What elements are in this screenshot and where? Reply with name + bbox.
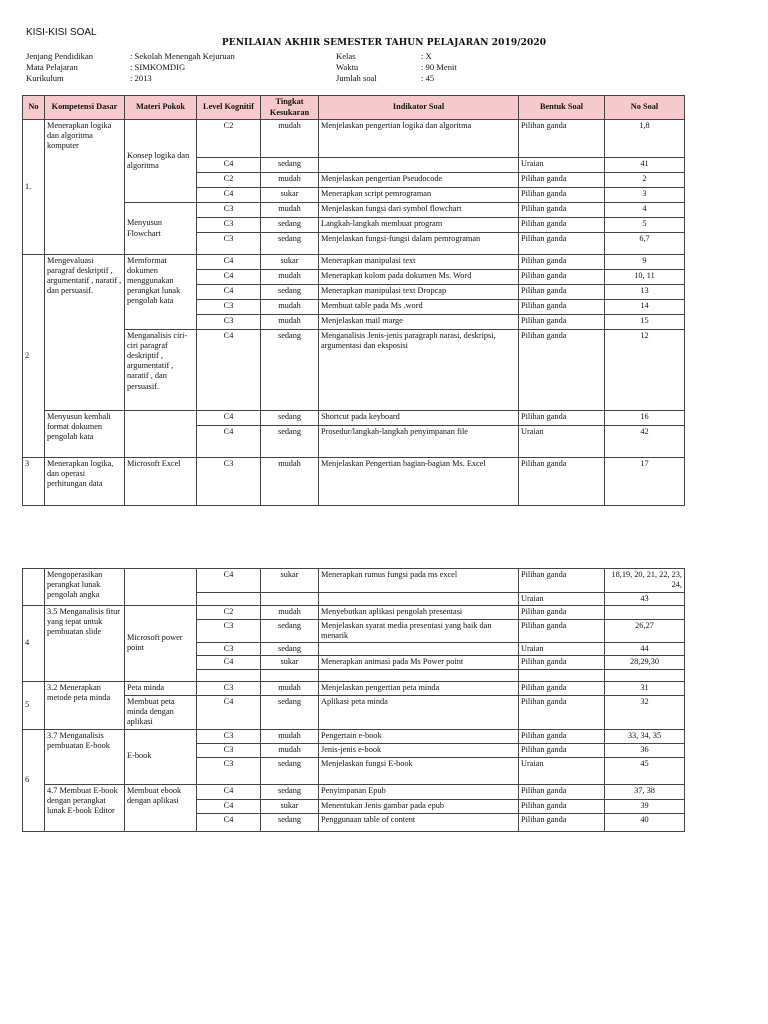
kompetensi-cell: 3.7 Menganalisis pembuatan E-book (45, 729, 125, 784)
indikator-cell: Menerapkan rumus fungsi pada ms excel (319, 569, 519, 593)
tingkat-cell: sedang (261, 158, 319, 173)
info-label: Waktu (336, 62, 359, 72)
bentuk-cell: Pilihan ganda (519, 799, 605, 813)
nosoal-cell: 28,29,30 (605, 656, 685, 669)
tingkat-cell: mudah (261, 300, 319, 315)
col-header: Bentuk Soal (519, 96, 605, 120)
bentuk-cell: Pilihan ganda (519, 173, 605, 188)
level-cell: C4 (197, 569, 261, 593)
indikator-cell: Prosedur/langkah-langkah penyimpanan file (319, 426, 519, 458)
bentuk-cell: Pilihan ganda (519, 620, 605, 643)
kompetensi-cell: Mengevaluasi paragraf deskriptif , argumentatif , naratif , dan persuasif. (45, 255, 125, 411)
tingkat-cell: sedang (261, 784, 319, 799)
tingkat-cell: mudah (261, 729, 319, 743)
col-header: Materi Pokok (125, 96, 197, 120)
nosoal-cell: 9 (605, 255, 685, 270)
tingkat-cell: sedang (261, 643, 319, 656)
tingkat-cell: mudah (261, 458, 319, 506)
bentuk-cell: Pilihan ganda (519, 681, 605, 695)
info-value: : Sekolah Menengah Kejuruan (130, 51, 235, 61)
level-cell: C3 (197, 620, 261, 643)
indikator-cell: Aplikasi peta minda (319, 695, 519, 729)
tingkat-cell: mudah (261, 606, 319, 620)
nosoal-cell: 17 (605, 458, 685, 506)
kompetensi-cell: 3.2 Menerapkan metode peta minda (45, 681, 125, 729)
indikator-cell: Menerapkan animasi pada Ms Power point (319, 656, 519, 669)
tingkat-cell: sedang (261, 426, 319, 458)
row-number: 4 (23, 606, 45, 681)
indikator-cell: Menjelaskan Pengertian bagian-bagian Ms. Excel (319, 458, 519, 506)
row-number: 5 (23, 681, 45, 729)
doc-label: KISI-KISI SOAL (26, 27, 97, 38)
level-cell: C3 (197, 458, 261, 506)
table-row (23, 411, 685, 426)
bentuk-cell: Pilihan ganda (519, 606, 605, 620)
bentuk-cell: Pilihan ganda (519, 411, 605, 426)
row-number (23, 569, 45, 606)
nosoal-cell: 33, 34, 35 (605, 729, 685, 743)
indikator-cell: Menerapkan script pemrograman (319, 188, 519, 203)
info-label: Mata Pelajaran (26, 62, 78, 72)
level-cell: C2 (197, 173, 261, 188)
nosoal-cell: 39 (605, 799, 685, 813)
bentuk-cell: Pilihan ganda (519, 784, 605, 799)
nosoal-cell: 41 (605, 158, 685, 173)
level-cell: C3 (197, 315, 261, 330)
level-cell: C3 (197, 729, 261, 743)
indikator-cell: Langkah-langkah membuat program (319, 218, 519, 233)
indikator-cell: Menjelaskan pengertian Pseudocode (319, 173, 519, 188)
bentuk-cell: Uraian (519, 593, 605, 606)
indikator-cell: Jenis-jenis e-book (319, 743, 519, 757)
bentuk-cell: Pilihan ganda (519, 330, 605, 411)
bentuk-cell: Pilihan ganda (519, 569, 605, 593)
bentuk-cell: Uraian (519, 643, 605, 656)
indikator-cell: Menjelaskan pengertian peta minda (319, 681, 519, 695)
level-cell (197, 669, 261, 681)
tingkat-cell: sedang (261, 411, 319, 426)
bentuk-cell: Pilihan ganda (519, 743, 605, 757)
materi-cell (125, 411, 197, 458)
bentuk-cell: Pilihan ganda (519, 285, 605, 300)
indikator-cell: Menjelaskan fungsi E-book (319, 757, 519, 784)
indikator-cell (319, 643, 519, 656)
nosoal-cell: 26,27 (605, 620, 685, 643)
level-cell: C4 (197, 188, 261, 203)
bentuk-cell: Pilihan ganda (519, 270, 605, 285)
level-cell (197, 593, 261, 606)
tingkat-cell: sedang (261, 330, 319, 411)
level-cell: C4 (197, 695, 261, 729)
indikator-cell: Pengertain e-book (319, 729, 519, 743)
row-number: 6 (23, 729, 45, 831)
bentuk-cell: Pilihan ganda (519, 656, 605, 669)
level-cell: C3 (197, 203, 261, 218)
indikator-cell: Penyimpanan Epub (319, 784, 519, 799)
nosoal-cell: 3 (605, 188, 685, 203)
tingkat-cell: sedang (261, 218, 319, 233)
nosoal-cell: 31 (605, 681, 685, 695)
table-row (23, 784, 685, 799)
tingkat-cell: sukar (261, 656, 319, 669)
indikator-cell (319, 158, 519, 173)
tingkat-cell: sedang (261, 285, 319, 300)
grid-table-1 (22, 95, 685, 506)
info-value: : 2013 (130, 73, 152, 83)
info-value: : 90 Menit (421, 62, 457, 72)
kompetensi-cell: Menerapkan logika, dan operasi perhitungan data (45, 458, 125, 506)
table-row (23, 458, 685, 506)
nosoal-cell: 2 (605, 173, 685, 188)
materi-cell: Menganalisis ciri-ciri paragraf deskriptif , argumentatif , naratif , dan persuasif. (125, 330, 197, 411)
nosoal-cell: 14 (605, 300, 685, 315)
indikator-cell: Menjelaskan mail marge (319, 315, 519, 330)
tingkat-cell: mudah (261, 743, 319, 757)
level-cell: C4 (197, 255, 261, 270)
level-cell: C4 (197, 270, 261, 285)
tingkat-cell: mudah (261, 203, 319, 218)
nosoal-cell: 44 (605, 643, 685, 656)
table-row (23, 681, 685, 695)
nosoal-cell: 37, 38 (605, 784, 685, 799)
info-label: Jenjang Pendidikan (26, 51, 94, 61)
table-row (23, 606, 685, 620)
nosoal-cell: 13 (605, 285, 685, 300)
tingkat-cell: sukar (261, 188, 319, 203)
tingkat-cell: sedang (261, 757, 319, 784)
indikator-cell: Menentukan Jenis gambar pada epub (319, 799, 519, 813)
level-cell: C3 (197, 681, 261, 695)
row-number: 3 (23, 458, 45, 506)
nosoal-cell: 18,19, 20, 21, 22, 23, 24, (605, 569, 685, 593)
nosoal-cell: 16 (605, 411, 685, 426)
bentuk-cell: Uraian (519, 426, 605, 458)
row-number: 1. (23, 120, 45, 255)
materi-cell: E-book (125, 729, 197, 784)
bentuk-cell: Pilihan ganda (519, 188, 605, 203)
materi-cell: Peta minda (125, 681, 197, 695)
nosoal-cell: 4 (605, 203, 685, 218)
materi-cell: Microsoft power point (125, 606, 197, 681)
bentuk-cell: Pilihan ganda (519, 120, 605, 158)
indikator-cell: Penggunaan table of content (319, 813, 519, 831)
materi-cell: Microsoft Excel (125, 458, 197, 506)
tingkat-cell: sedang (261, 695, 319, 729)
materi-cell: Membuat ebook dengan aplikasi (125, 784, 197, 831)
col-header: Level Kognitif (197, 96, 261, 120)
tingkat-cell: sedang (261, 233, 319, 255)
level-cell: C3 (197, 743, 261, 757)
nosoal-cell: 6,7 (605, 233, 685, 255)
indikator-cell: Menjelaskan fungsi dari symbol flowchart (319, 203, 519, 218)
nosoal-cell: 1,8 (605, 120, 685, 158)
nosoal-cell: 40 (605, 813, 685, 831)
table-row (23, 120, 685, 158)
level-cell: C4 (197, 158, 261, 173)
bentuk-cell: Pilihan ganda (519, 729, 605, 743)
bentuk-cell: Pilihan ganda (519, 300, 605, 315)
level-cell: C4 (197, 656, 261, 669)
bentuk-cell: Pilihan ganda (519, 315, 605, 330)
bentuk-cell: Pilihan ganda (519, 203, 605, 218)
nosoal-cell: 12 (605, 330, 685, 411)
info-label: Kurikulum (26, 73, 64, 83)
col-header: Indikator Soal (319, 96, 519, 120)
indikator-cell: Menjelaskan fungsi-fungsi dalam pemrograman (319, 233, 519, 255)
level-cell: C3 (197, 233, 261, 255)
tingkat-cell: mudah (261, 315, 319, 330)
kompetensi-cell: 3.5 Menganalisis fitur yang tepat untuk pembuatan slide (45, 606, 125, 681)
page-title: PENILAIAN AKHIR SEMESTER TAHUN PELAJARAN 2019/2020 (221, 38, 547, 48)
tingkat-cell: mudah (261, 270, 319, 285)
col-header: No (23, 96, 45, 120)
level-cell: C4 (197, 813, 261, 831)
indikator-cell: Membuat table pada Ms .word (319, 300, 519, 315)
nosoal-cell: 32 (605, 695, 685, 729)
kompetensi-cell: Mengoperasikan perangkat lunak pengolah angka (45, 569, 125, 606)
tingkat-cell (261, 593, 319, 606)
materi-cell: Membuat peta minda dengan aplikasi (125, 695, 197, 729)
table-row (23, 569, 685, 593)
nosoal-cell (605, 606, 685, 620)
tingkat-cell: mudah (261, 120, 319, 158)
level-cell: C4 (197, 799, 261, 813)
grid-table-2 (22, 568, 685, 832)
tingkat-cell: sukar (261, 569, 319, 593)
header-row (23, 96, 685, 120)
nosoal-cell: 10, 11 (605, 270, 685, 285)
tingkat-cell: sukar (261, 255, 319, 270)
tingkat-cell: sukar (261, 799, 319, 813)
nosoal-cell: 42 (605, 426, 685, 458)
indikator-cell (319, 669, 519, 681)
level-cell: C4 (197, 285, 261, 300)
indikator-cell: Shortcut pada keyboard (319, 411, 519, 426)
materi-cell: Memformat dokumen menggunakan perangkat lunak pengolah kata (125, 255, 197, 330)
kompetensi-cell: Menerapkan logika dan algoritma komputer (45, 120, 125, 255)
level-cell: C2 (197, 606, 261, 620)
bentuk-cell: Pilihan ganda (519, 233, 605, 255)
kompetensi-cell: 4.7 Membuat E-book dengan perangkat lunak E-book Editor (45, 784, 125, 831)
tingkat-cell: mudah (261, 173, 319, 188)
bentuk-cell: Pilihan ganda (519, 255, 605, 270)
nosoal-cell: 15 (605, 315, 685, 330)
nosoal-cell: 45 (605, 757, 685, 784)
nosoal-cell: 5 (605, 218, 685, 233)
bentuk-cell (519, 669, 605, 681)
bentuk-cell: Pilihan ganda (519, 813, 605, 831)
nosoal-cell (605, 669, 685, 681)
indikator-cell: Menjelaskan pengertian logika dan algoritma (319, 120, 519, 158)
materi-cell (125, 569, 197, 606)
bentuk-cell: Pilihan ganda (519, 695, 605, 729)
bentuk-cell: Pilihan ganda (519, 218, 605, 233)
materi-cell: Menyusun Flowchart (125, 203, 197, 255)
materi-cell: Konsep logika dan algoritma (125, 120, 197, 203)
info-label: Kelas (336, 51, 356, 61)
level-cell: C2 (197, 120, 261, 158)
indikator-cell: Menerapkan manipulasi text (319, 255, 519, 270)
level-cell: C3 (197, 643, 261, 656)
tingkat-cell: sedang (261, 813, 319, 831)
level-cell: C3 (197, 300, 261, 315)
nosoal-cell: 36 (605, 743, 685, 757)
col-header: Kompetensi Dasar (45, 96, 125, 120)
level-cell: C4 (197, 784, 261, 799)
tingkat-cell (261, 669, 319, 681)
tingkat-cell: sedang (261, 620, 319, 643)
table-row (23, 255, 685, 270)
level-cell: C3 (197, 757, 261, 784)
row-number: 2 (23, 255, 45, 458)
level-cell: C4 (197, 426, 261, 458)
indikator-cell: Menjelaskan syarat media presentasi yang baik dan menarik (319, 620, 519, 643)
info-value: : 45 (421, 73, 435, 83)
col-header: No Soal (605, 96, 685, 120)
indikator-cell: Menerapkan manipulasi text Dropcap (319, 285, 519, 300)
table-row (23, 729, 685, 743)
level-cell: C3 (197, 218, 261, 233)
kompetensi-cell: Menyusun kembali format dokumen pengolah kata (45, 411, 125, 458)
tingkat-cell: mudah (261, 681, 319, 695)
col-header: Tingkat Kesukaran (261, 96, 319, 120)
indikator-cell: Menganalisis Jenis-jenis paragraph narasi, deskripsi, argumentasi dan eksposisi (319, 330, 519, 411)
indikator-cell (319, 593, 519, 606)
bentuk-cell: Uraian (519, 757, 605, 784)
level-cell: C4 (197, 411, 261, 426)
nosoal-cell: 43 (605, 593, 685, 606)
indikator-cell: Menyebutkan aplikasi pengolah presentasi (319, 606, 519, 620)
indikator-cell: Menerapkan kolom pada dokumen Ms. Word (319, 270, 519, 285)
info-value: : SIMKOMDIG (130, 62, 186, 72)
info-value: : X (421, 51, 432, 61)
bentuk-cell: Pilihan ganda (519, 458, 605, 506)
level-cell: C4 (197, 330, 261, 411)
bentuk-cell: Uraian (519, 158, 605, 173)
info-label: Jumlah soal (336, 73, 377, 83)
